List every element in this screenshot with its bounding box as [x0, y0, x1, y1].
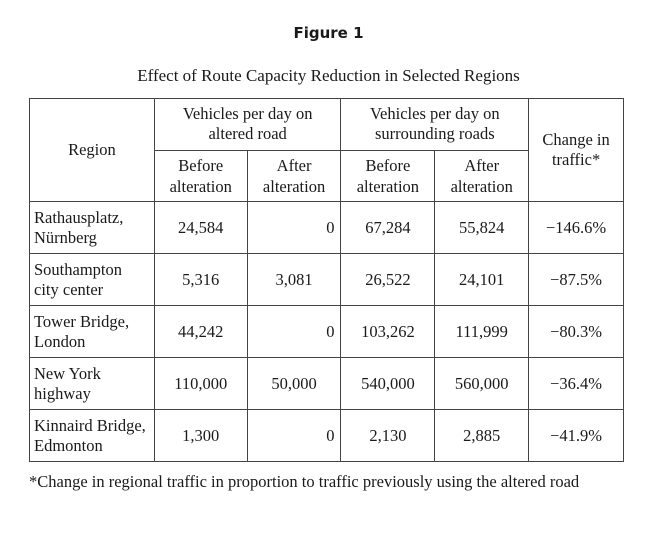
altered-after-cell: 0: [247, 306, 341, 358]
table-row: [30, 202, 624, 254]
change-cell: −36.4%: [529, 358, 624, 410]
figure-label: Figure 1: [293, 24, 364, 42]
altered-before-cell: 5,316: [154, 254, 247, 306]
table-row: [30, 358, 624, 410]
altered-after-cell: 0: [247, 202, 341, 254]
surrounding-after-header: After alteration: [435, 150, 529, 202]
change-header: Change in traffic*: [529, 99, 624, 202]
surrounding-before-cell: 540,000: [341, 358, 435, 410]
altered-before-cell: 1,300: [154, 410, 247, 462]
table-row: [30, 254, 624, 306]
surrounding-roads-header: Vehicles per day on surrounding roads: [341, 99, 529, 151]
altered-before-cell: 44,242: [154, 306, 247, 358]
region-cell: Kinnaird Bridge, Edmonton: [30, 410, 155, 462]
surrounding-after-cell: 2,885: [435, 410, 529, 462]
table-footnote: *Change in regional traffic in proportion to traffic previously using the altered road: [29, 472, 580, 491]
change-cell: −41.9%: [529, 410, 624, 462]
surrounding-before-cell: 67,284: [341, 202, 435, 254]
surrounding-after-cell: 24,101: [435, 254, 529, 306]
table-caption: Effect of Route Capacity Reduction in Selected Regions: [137, 66, 520, 85]
altered-after-cell: 50,000: [247, 358, 341, 410]
traffic-table: [29, 98, 624, 462]
surrounding-before-cell: 103,262: [341, 306, 435, 358]
surrounding-after-cell: 560,000: [435, 358, 529, 410]
surrounding-before-cell: 2,130: [341, 410, 435, 462]
table-row: [30, 410, 624, 462]
region-header: Region: [30, 99, 155, 202]
region-cell: Tower Bridge, London: [30, 306, 155, 358]
table-row: [30, 306, 624, 358]
altered-before-header: Before alteration: [154, 150, 247, 202]
surrounding-after-cell: 111,999: [435, 306, 529, 358]
altered-after-header: After alteration: [247, 150, 341, 202]
region-cell: Southampton city center: [30, 254, 155, 306]
altered-after-cell: 0: [247, 410, 341, 462]
surrounding-after-cell: 55,824: [435, 202, 529, 254]
altered-before-cell: 24,584: [154, 202, 247, 254]
altered-road-header: Vehicles per day on altered road: [154, 99, 341, 151]
altered-before-cell: 110,000: [154, 358, 247, 410]
altered-after-cell: 3,081: [247, 254, 341, 306]
change-cell: −80.3%: [529, 306, 624, 358]
change-cell: −146.6%: [529, 202, 624, 254]
surrounding-before-cell: 26,522: [341, 254, 435, 306]
region-cell: Rathausplatz, Nürnberg: [30, 202, 155, 254]
surrounding-before-header: Before alteration: [341, 150, 435, 202]
change-cell: −87.5%: [529, 254, 624, 306]
region-cell: New York highway: [30, 358, 155, 410]
